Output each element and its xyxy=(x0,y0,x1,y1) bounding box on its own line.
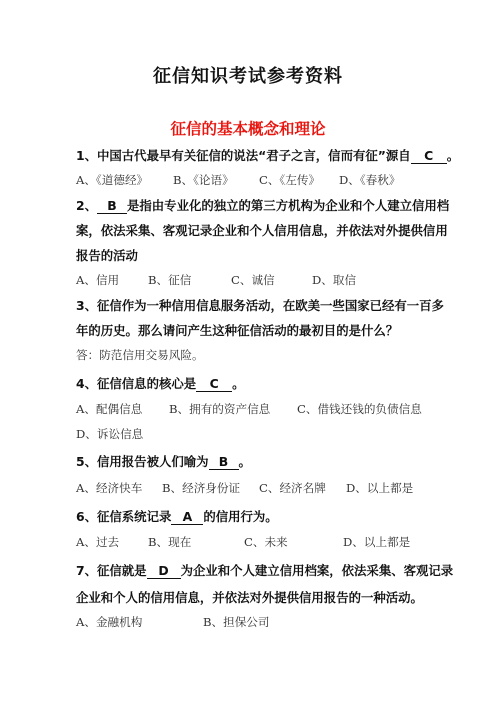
document-title: 征信知识考试参考资料 xyxy=(153,66,343,87)
answer-text: 答：防范信用交易风险。 xyxy=(76,348,204,362)
options-2 xyxy=(76,272,356,288)
options-7 xyxy=(76,614,270,630)
question-5 xyxy=(76,452,251,470)
option: A、经济快车 xyxy=(76,481,143,495)
question-4 xyxy=(76,374,245,392)
option: D、取信 xyxy=(312,273,357,287)
option: A、信用 xyxy=(76,273,120,287)
question-3-line-2: 年的历史。那么请问产生这种征信活动的最初目的是什么？ xyxy=(76,323,399,338)
answer-blank: B xyxy=(97,199,127,214)
question-2 xyxy=(76,196,449,214)
section-heading: 征信的基本概念和理论 xyxy=(170,120,326,138)
options-5 xyxy=(76,480,413,496)
question-2-line-2: 案，依法采集、客观记录企业和个人信用信息，并依法对外提供信用 xyxy=(76,223,448,238)
answer-blank: D xyxy=(147,564,181,579)
question-text: 为企业和个人建立信用档案，依法采集、客观记录 xyxy=(180,563,454,578)
option: D、以上都是 xyxy=(346,481,414,495)
option: B、《论语》 xyxy=(173,173,234,187)
option: B、担保公司 xyxy=(203,615,270,629)
question-text: 1、中国古代最早有关征信的说法“君子之言，信而有征”源自 xyxy=(76,148,411,163)
option: B、拥有的资产信息 xyxy=(169,402,271,416)
question-7-line-2: 企业和个人的信用信息，并依法对外提供信用报告的一种活动。 xyxy=(76,590,423,605)
option: C、借钱还钱的负债信息 xyxy=(297,402,422,416)
question-7 xyxy=(76,561,453,579)
option: A、金融机构 xyxy=(76,615,143,629)
answer-blank: B xyxy=(209,455,239,470)
question-suffix: 。 xyxy=(232,376,245,391)
option: D、以上都是 xyxy=(343,535,411,549)
option: D、《春秋》 xyxy=(339,173,401,187)
option: B、经济身份证 xyxy=(162,481,241,495)
question-suffix: 。 xyxy=(446,148,460,163)
question-text: 是指由专业化的独立的第三方机构为企业和个人建立信用档 xyxy=(127,198,450,213)
option: C、经济名牌 xyxy=(259,481,326,495)
option: B、现在 xyxy=(148,535,192,549)
answer-blank: C xyxy=(411,149,447,164)
options-4 xyxy=(76,401,422,417)
option: C、《左传》 xyxy=(259,173,321,187)
question-6 xyxy=(76,507,278,525)
question-3: 3、征信作为一种信用信息服务活动，在欧美一些国家已经有一百多 xyxy=(76,298,444,313)
question-text: 7、征信就是 xyxy=(76,563,147,578)
question-text: 4、征信信息的核心是 xyxy=(76,376,197,391)
option: A、配偶信息 xyxy=(76,402,143,416)
option: B、征信 xyxy=(148,273,192,287)
question-number: 2、 xyxy=(76,198,98,213)
question-text: 5、信用报告被人们喻为 xyxy=(76,454,209,469)
question-1 xyxy=(76,146,459,164)
options-6 xyxy=(76,534,410,550)
question-suffix: 。 xyxy=(238,454,251,469)
question-2-line-3: 报告的活动 xyxy=(76,248,138,263)
option: C、诚信 xyxy=(231,273,275,287)
answer-blank: C xyxy=(196,377,232,392)
options-1 xyxy=(76,172,400,188)
question-suffix: 的信用行为。 xyxy=(203,509,278,524)
answer-blank: A xyxy=(171,510,203,525)
options-4-line-2: D、诉讼信息 xyxy=(76,427,144,441)
option: A、过去 xyxy=(76,535,120,549)
option: C、未来 xyxy=(244,535,288,549)
question-text: 6、征信系统记录 xyxy=(76,509,172,524)
option: A、《道德经》 xyxy=(76,173,149,187)
